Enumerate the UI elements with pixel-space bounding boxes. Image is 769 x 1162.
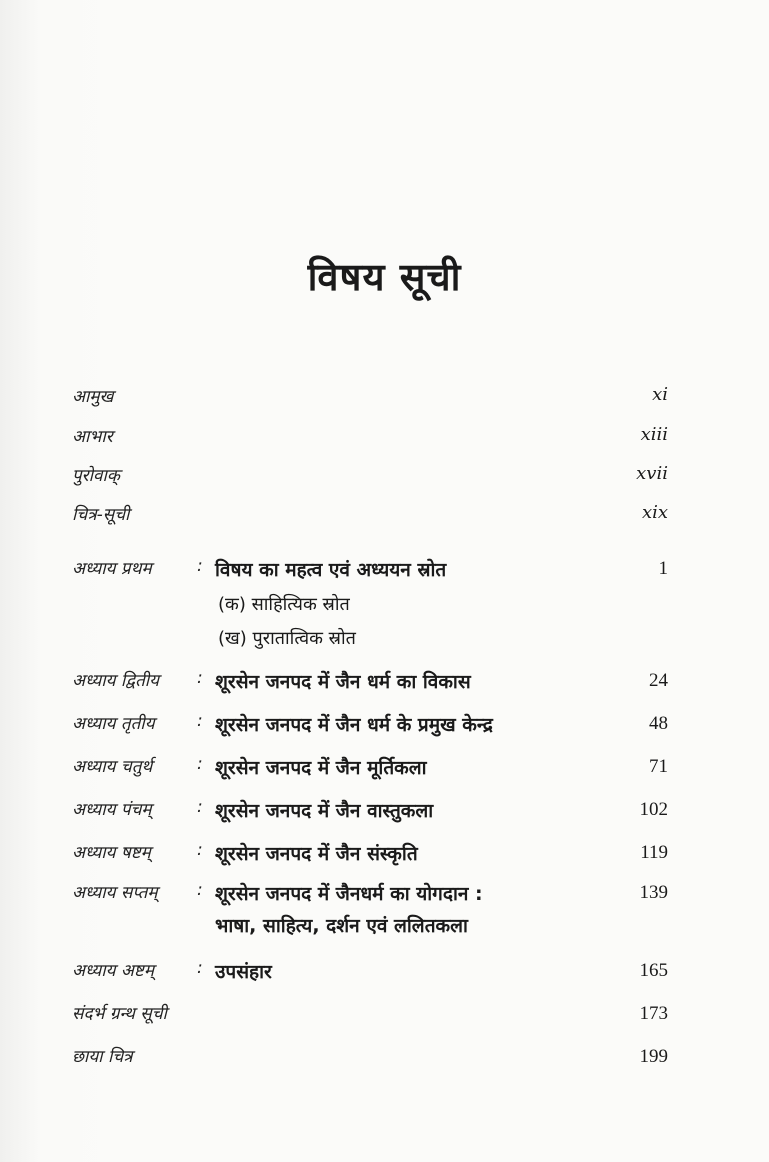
toc-page: 119	[640, 842, 668, 863]
toc-entry-list-of-figures	[72, 502, 668, 532]
toc-entry-chapter-3	[72, 711, 668, 741]
subsection-title: (क) साहित्यिक स्रोत	[218, 594, 350, 615]
toc-entry-bibliography	[72, 1001, 668, 1031]
toc-page: 102	[639, 799, 668, 820]
toc-entry-chapter-7-continued	[72, 912, 668, 942]
toc-label: आभार	[72, 427, 113, 447]
toc-page: 165	[639, 960, 668, 981]
separator-colon: :	[197, 840, 203, 860]
toc-label: संदर्भ ग्रन्थ सूची	[72, 1004, 167, 1024]
toc-entry-photographs	[72, 1044, 668, 1074]
toc-page: 139	[639, 882, 668, 903]
toc-page: 199	[639, 1046, 668, 1067]
chapter-title-line-2: भाषा, साहित्य, दर्शन एवं ललितकला	[215, 915, 468, 937]
toc-page: xi	[652, 384, 668, 405]
toc-subentry	[72, 626, 668, 656]
chapter-label: अध्याय चतुर्थ	[72, 757, 153, 777]
toc-subentry	[72, 592, 668, 622]
toc-entry-chapter-2	[72, 668, 668, 698]
toc-label: चित्र-सूची	[72, 505, 130, 525]
chapter-title: उपसंहार	[215, 961, 272, 983]
toc-label: पुरोवाक्	[72, 466, 120, 486]
toc-entry-chapter-4	[72, 754, 668, 784]
toc-entry-preface	[72, 463, 668, 493]
chapter-label: अध्याय सप्तम्	[72, 883, 158, 903]
toc-entry-chapter-6	[72, 840, 668, 870]
toc-entry-chapter-5	[72, 797, 668, 827]
chapter-title: शूरसेन जनपद में जैन धर्म का विकास	[215, 671, 471, 693]
chapter-title: शूरसेन जनपद में जैनधर्म का योगदान :	[215, 883, 483, 905]
separator-colon: :	[197, 668, 203, 688]
chapter-title: विषय का महत्व एवं अध्ययन स्रोत	[215, 559, 447, 581]
toc-page: xvii	[636, 463, 668, 484]
toc-page: xiii	[640, 424, 668, 445]
chapter-label: अध्याय षष्टम्	[72, 843, 151, 863]
page-title: विषय सूची	[307, 255, 462, 299]
chapter-label: अध्याय पंचम्	[72, 800, 152, 820]
chapter-label: अध्याय प्रथम	[72, 559, 152, 579]
separator-colon: :	[197, 958, 203, 978]
toc-entry-chapter-1	[72, 556, 668, 586]
toc-label: छाया चित्र	[72, 1047, 133, 1067]
separator-colon: :	[197, 797, 203, 817]
toc-page: 173	[639, 1003, 668, 1024]
toc-entry-chapter-7	[72, 880, 668, 910]
chapter-title: शूरसेन जनपद में जैन संस्कृति	[215, 843, 418, 865]
separator-colon: :	[197, 556, 203, 576]
toc-label: आमुख	[72, 387, 114, 407]
separator-colon: :	[197, 754, 203, 774]
toc-page: 1	[658, 558, 668, 579]
chapter-label: अध्याय द्वितीय	[72, 671, 160, 691]
separator-colon: :	[197, 711, 203, 731]
toc-page: xix	[641, 502, 668, 523]
toc-page: 48	[649, 713, 668, 734]
toc-page: 71	[649, 756, 668, 777]
chapter-label: अध्याय अष्टम्	[72, 961, 154, 981]
toc-entry-foreword	[72, 384, 668, 414]
subsection-title: (ख) पुरातात्विक स्रोत	[218, 628, 356, 649]
chapter-title: शूरसेन जनपद में जैन मूर्तिकला	[215, 757, 427, 779]
chapter-title: शूरसेन जनपद में जैन वास्तुकला	[215, 800, 434, 822]
chapter-title: शूरसेन जनपद में जैन धर्म के प्रमुख केन्द्र	[215, 714, 493, 736]
chapter-label: अध्याय तृतीय	[72, 714, 155, 734]
toc-entry-chapter-8	[72, 958, 668, 988]
separator-colon: :	[197, 880, 203, 900]
toc-entry-acknowledgement	[72, 424, 668, 454]
toc-page: 24	[649, 670, 668, 691]
